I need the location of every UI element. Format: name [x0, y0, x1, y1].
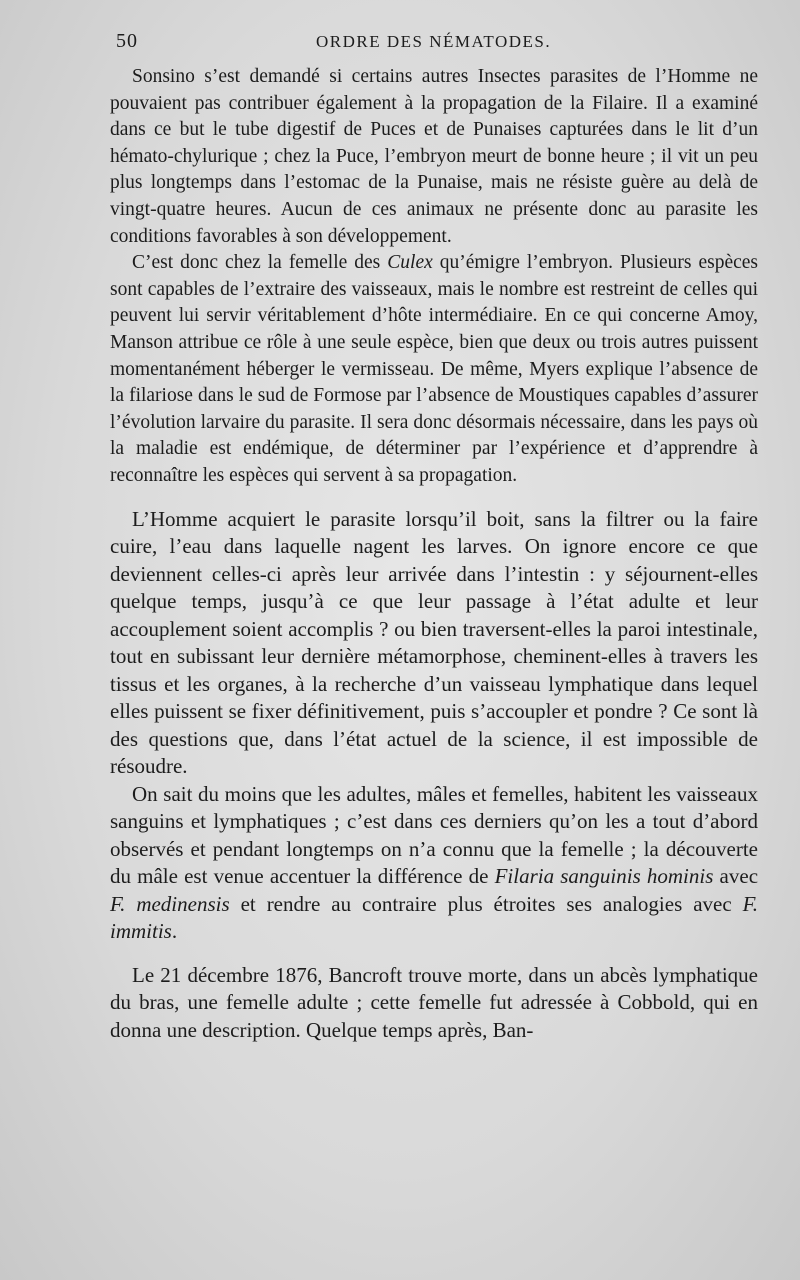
paragraph-4-text-start: On sait du moins que les adultes, mâles et femelles, habitent les vaisseaux sanguins et lymphatiques ; c’est dans ces derniers qu’on les a tout d’abord observés et pendant longtemps on n’a connu que la femelle ; la découverte du mâle est venue accentuer la différence de	[110, 781, 758, 888]
paragraph-4-text-after: et rendre au contraire plus étroites ses analogies avec	[229, 891, 743, 916]
paragraph-5	[110, 962, 758, 1045]
paragraph-2-text-start: C’est donc chez la femelle des	[132, 252, 388, 274]
body-text	[110, 64, 758, 1044]
paragraph-4-text-end: .	[171, 919, 178, 943]
paragraph-4	[110, 781, 758, 946]
paragraph-4-text-middle: avec	[713, 864, 759, 888]
paragraph-2-text-end: qu’émigre l’embryon. Plusieurs espèces sont capables de l’extraire des vaisseaux, mais le nombre est restreint de celles qui peuvent lui servir véritablement d’hôte intermédiaire. En ce qui concerne Amoy, Manson attribue ce rôle à une seule espèce, bien que deux ou trois autres puissent momentanément héberger le vermisseau. De même, Myers explique l’absence de la filariose dans le sud de Formose par l’absence de Moustiques capables d’assurer l’évolution larvaire du parasite. Il sera donc désormais nécessaire, dans les pays où la maladie est endémique, de déterminer par l’expérience et d’apprendre à reconnaître les espèces qui servent à sa propagation.	[110, 252, 759, 486]
page-header	[116, 30, 756, 60]
paragraph-2	[110, 250, 758, 489]
paragraph-3-text: L’Homme acquiert le parasite lorsqu’il boit, sans la filtrer ou la faire cuire, l’eau dans laquelle nagent les larves. On ignore encore ce que deviennent celles-ci après leur arrivée dans l’intestin : y séjournent-elles quelque temps, jusqu’à ce que leur passage à l’état adulte et leur accouplement soient accomplis ? ou bien traversent-elles la paroi intestinale, tout en subissant leur dernière métamorphose, cheminent-elles à travers les tissus et les organes, à la recherche d’un vaisseau lymphatique dans lequel elles puissent se fixer définitivement, puis s’accoupler et pondre ? Ce sont là des questions que, dans l’état actuel de la science, il est impossible de résoudre.	[110, 506, 758, 778]
paragraph-1-text: Sonsino s’est demandé si certains autres Insectes parasites de l’Homme ne pouvaient pas contribuer également à la propagation de la Filaire. Il a examiné dans ce but le tube digestif de Puces et de Punaises capturées dans le lit d’un hémato-chylurique ; chez la Puce, l’embryon meurt de bonne heure ; il vit un peu plus longtemps dans l’estomac de la Punaise, mais ne résiste guère au delà de vingt-quatre heures. Aucun de ces animaux ne présente donc au parasite les conditions favorables à son développement.	[110, 66, 758, 247]
paragraph-3	[110, 506, 758, 781]
taxon-f-immitis: F. immitis	[110, 891, 758, 943]
paragraph-1	[110, 64, 758, 250]
taxon-culex: Culex	[387, 252, 433, 274]
taxon-filaria-sanguinis-hominis: Filaria sanguinis hominis	[494, 864, 714, 888]
running-title: ORDRE DES NÉMATODES.	[316, 32, 552, 51]
page-number: 50	[116, 30, 138, 52]
paragraph-5-text: Le 21 décembre 1876, Bancroft trouve morte, dans un abcès lymphatique du bras, une femelle adulte ; cette femelle fut adressée à Cobbold, qui en donna une description. Quelque temps après, Ban-	[110, 962, 758, 1042]
taxon-f-medinensis: F. medinensis	[110, 891, 230, 916]
